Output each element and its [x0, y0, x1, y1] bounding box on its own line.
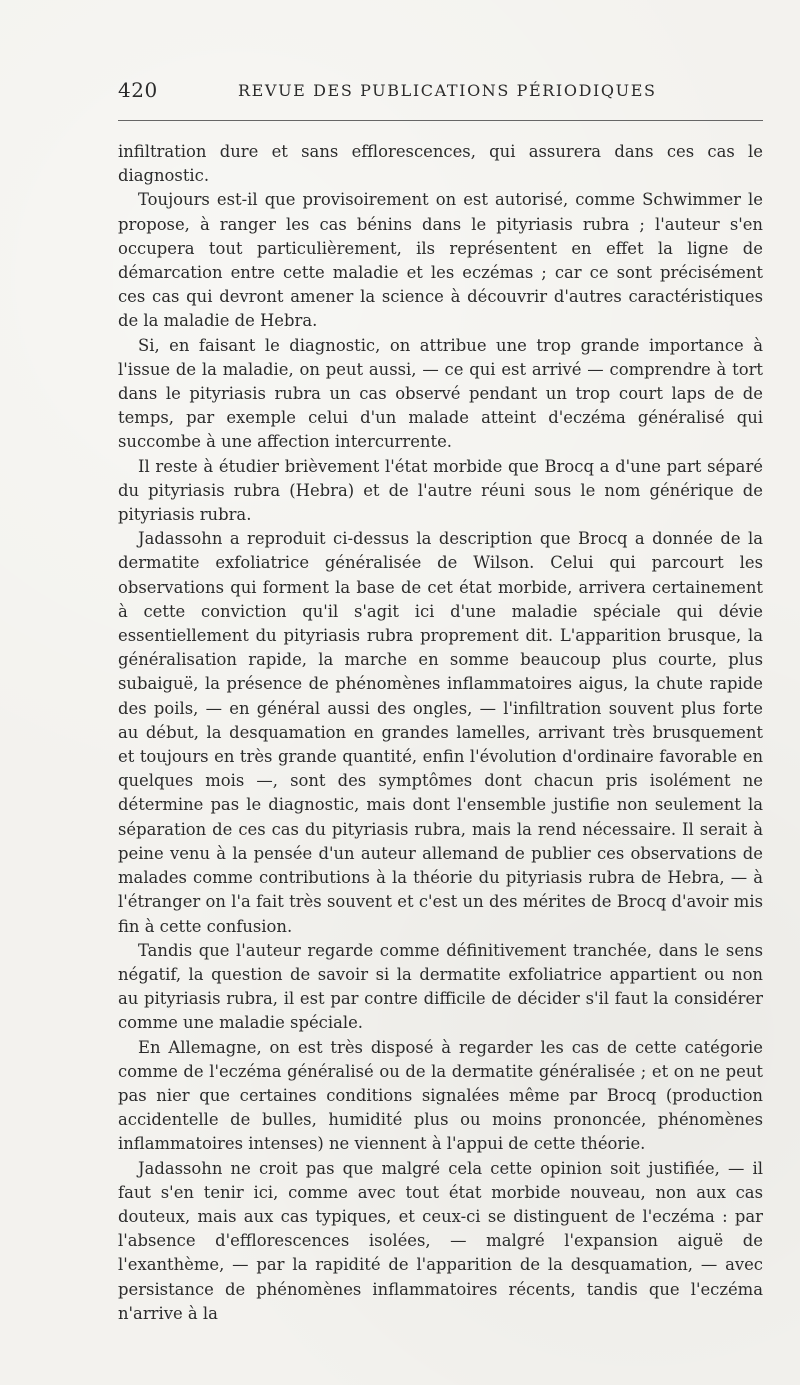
- header-rule: [118, 120, 763, 121]
- paragraph-6: Tandis que l'auteur regarde comme définitivement tranchée, dans le sens négatif, la question de savoir si la dermatite exfoliatrice appartient ou non au pityriasis rubra, il est par contre difficile de décider s'il faut la considérer comme une maladie spéciale.: [118, 940, 763, 1033]
- article-body: [118, 140, 763, 1326]
- paragraph-1: infiltration dure et sans efflorescences, qui assurera dans ces cas le diagnostic.: [118, 142, 763, 186]
- page-number: 420: [118, 78, 158, 102]
- running-title: REVUE DES PUBLICATIONS PÉRIODIQUES: [238, 81, 657, 100]
- paragraph-4: Il reste à étudier brièvement l'état morbide que Brocq a d'une part séparé du pityriasis rubra (Hebra) et de l'autre réuni sous le nom générique de pityriasis rubra.: [118, 456, 763, 525]
- paragraph-7: En Allemagne, on est très disposé à regarder les cas de cette catégorie comme de l'eczéma généralisé ou de la dermatite généralisée ; et on ne peut pas nier que certaines conditions signalées même par Brocq (production accidentelle de bulles, humidité plus ou moins prononcée, phénomènes inflammatoires intenses) ne viennent à l'appui de cette théorie.: [118, 1037, 763, 1154]
- page-header: [118, 78, 763, 106]
- paragraph-2: Toujours est-il que provisoirement on est autorisé, comme Schwimmer le propose, à ranger les cas bénins dans le pityriasis rubra ; l'auteur s'en occupera tout particulièrement, ils représentent en effet la ligne de démarcation entre cette maladie et les eczémas ; car ce sont précisément ces cas qui devront amener la science à découvrir d'autres caractéristiques de la maladie de Hebra.: [118, 190, 763, 331]
- paragraph-5: Jadassohn a reproduit ci-dessus la description que Brocq a donnée de la dermatite exfoliatrice généralisée de Wilson. Celui qui parcourt les observations qui forment la base de cet état morbide, arrivera certainement à cette conviction qu'il s'agit ici d'une maladie spéciale qui dévie essentiellement du pityriasis rubra proprement dit. L'apparition brusque, la généralisation rapide, la marche en somme beaucoup plus courte, plus subaiguë, la présence de phénomènes inflammatoires aigus, la chute rapide des poils, — en général aussi des ongles, — l'infiltration souvent plus forte au début, la desquamation en grandes lamelles, arrivant très brusquement et toujours en très grande quantité, enfin l'évolution d'ordinaire favorable en quelques mois —, sont des symptômes dont chacun pris isolément ne détermine pas le diagnostic, mais dont l'ensemble justifie non seulement la séparation de ces cas du pityriasis rubra, mais la rend nécessaire. Il serait à peine venu à la pensée d'un auteur allemand de publier ces observations de malades comme contributions à la théorie du pityriasis rubra de Hebra, — à l'étranger on l'a fait très souvent et c'est un des mérites de Brocq d'avoir mis fin à cette confusion.: [118, 529, 763, 936]
- paragraph-3: Si, en faisant le diagnostic, on attribue une trop grande importance à l'issue de la maladie, on peut aussi, — ce qui est arrivé — comprendre à tort dans le pityriasis rubra un cas observé pendant un trop court laps de de temps, par exemple celui d'un malade atteint d'eczéma généralisé qui succombe à une affection intercurrente.: [118, 335, 763, 452]
- paragraph-8: Jadassohn ne croit pas que malgré cela cette opinion soit justifiée, — il faut s'en tenir ici, comme avec tout état morbide nouveau, non aux cas douteux, mais aux cas typiques, et ceux-ci se distinguent de l'eczéma : par l'absence d'efflorescences isolées, — malgré l'expansion aiguë de l'exanthème, — par la rapidité de l'apparition de la desquamation, — avec persistance de phénomènes inflammatoires récents, tandis que l'eczéma n'arrive à la: [118, 1158, 763, 1323]
